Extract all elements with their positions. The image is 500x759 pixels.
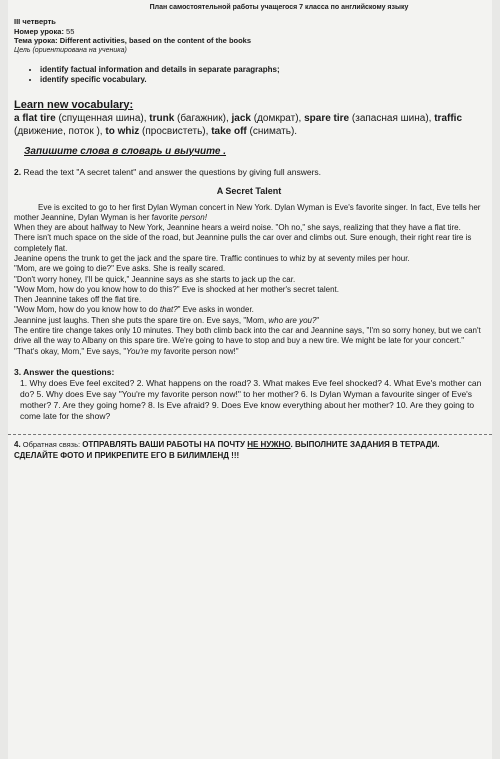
story-paragraph: "Wow Mom, how do you know how to do that?" Eve asks in wonder.	[14, 305, 254, 315]
story-paragraph: "Don't worry honey, I'll be quick," Jeannine says as she starts to jack up the car.	[14, 274, 296, 284]
worksheet-page	[8, 0, 492, 759]
story-paragraph: When they are about halfway to New York, Jeannine hears a weird noise. "Oh no," she says, realizing that they have a flat tire.	[14, 223, 461, 233]
task-2-instruction: 2. Read the text "A secret talent" and answer the questions by giving full answers.	[14, 166, 322, 177]
section-divider	[8, 434, 492, 435]
lesson-goal: Цель (ориентирована на ученика)	[14, 46, 127, 54]
objective-item: • identify specific vocabulary.	[40, 75, 484, 85]
vocabulary-heading: Learn new vocabulary:	[14, 98, 134, 111]
vocabulary-list: a flat tire (спущенная шина), trunk (багажник), jack (домкрат), spare tire (запасная шина), traffic (движение, поток ), to whiz (просвистеть), take off (снимать).	[14, 112, 463, 137]
story-text	[14, 203, 484, 357]
plan-title: План самостоятельной работы учащегося 7 класса по английскому языку	[149, 4, 409, 11]
lesson-number: Номер урока: 55	[14, 26, 75, 36]
task-4-feedback: 4. Обратная связь: ОТПРАВЛЯТЬ ВАШИ РАБОТЫ НА ПОЧТУ НЕ НУЖНО. ВЫПОЛНИТЕ ЗАДАНИЯ В ТЕТРАДИ. СДЕЛАЙТЕ ФОТО И ПРИКРЕПИТЕ ЕГО В БИЛИМЛЕНД !!!	[14, 439, 440, 460]
objective-item: • identify factual information and details in separate paragraphs;	[40, 65, 484, 75]
task-3-heading: 3. Answer the questions:	[14, 366, 115, 377]
objectives-list	[28, 65, 484, 85]
vocabulary-instruction: Запишите слова в словарь и выучите .	[24, 145, 227, 157]
story-paragraph: "Mom, are we going to die?" Eve asks. She is really scared.	[14, 264, 226, 274]
story-paragraph: The entire tire change takes only 10 minutes. They both climb back into the car and Jeannine says, "I'm so sorry honey, but we can't drive all the way to Albany on this spare tire. We're going to have to stop and buy a new tire. We might be late for your concert."	[14, 326, 481, 346]
quarter: III четверть	[14, 17, 56, 26]
story-paragraph: Eve is excited to go to her first Dylan Wyman concert in New York. Dylan Wyman is Eve's favorite singer. In fact, Eve tells her mother Jeannine, Dylan Wyman is her favorite person!	[14, 202, 481, 222]
story-paragraph: Then Jeannine takes off the flat tire.	[14, 295, 142, 305]
story-paragraph: Jeannine just laughs. Then she puts the spare tire on. Eve says, "Mom, who are you?"	[14, 315, 320, 325]
story-paragraph: "That's okay, Mom," Eve says, "You're my favorite person now!"	[14, 346, 239, 356]
story-paragraph: There isn't much space on the side of the road, but Jeannine pulls the car over and climbs out. Sure enough, their right rear tire is completely flat.	[14, 233, 472, 253]
story-title: A Secret Talent	[216, 185, 282, 196]
story-paragraph: "Wow Mom, how do you know how to do this?" Eve is shocked at her mother's secret talent.	[14, 284, 339, 294]
lesson-topic: Тема урока: Different activities, based on the content of the books	[14, 36, 252, 45]
story-paragraph: Jeanine opens the trunk to get the jack and the spare tire. Traffic continues to whiz by at seventy miles per hour.	[14, 253, 410, 263]
task-3-questions: 1. Why does Eve feel excited? 2. What happens on the road? 3. What makes Eve feel shocked? 4. What Eve's mother can do? 5. Why does Eve say "You're my favorite person now!" to her mother? 6. Is Dylan Wyman a favourite singer of Eve's mother? 7. Are they going home? 8. Is Eve afraid? 9. Does Eve know everything about her mother? 10. Are they going to come late for the show?	[20, 377, 482, 421]
